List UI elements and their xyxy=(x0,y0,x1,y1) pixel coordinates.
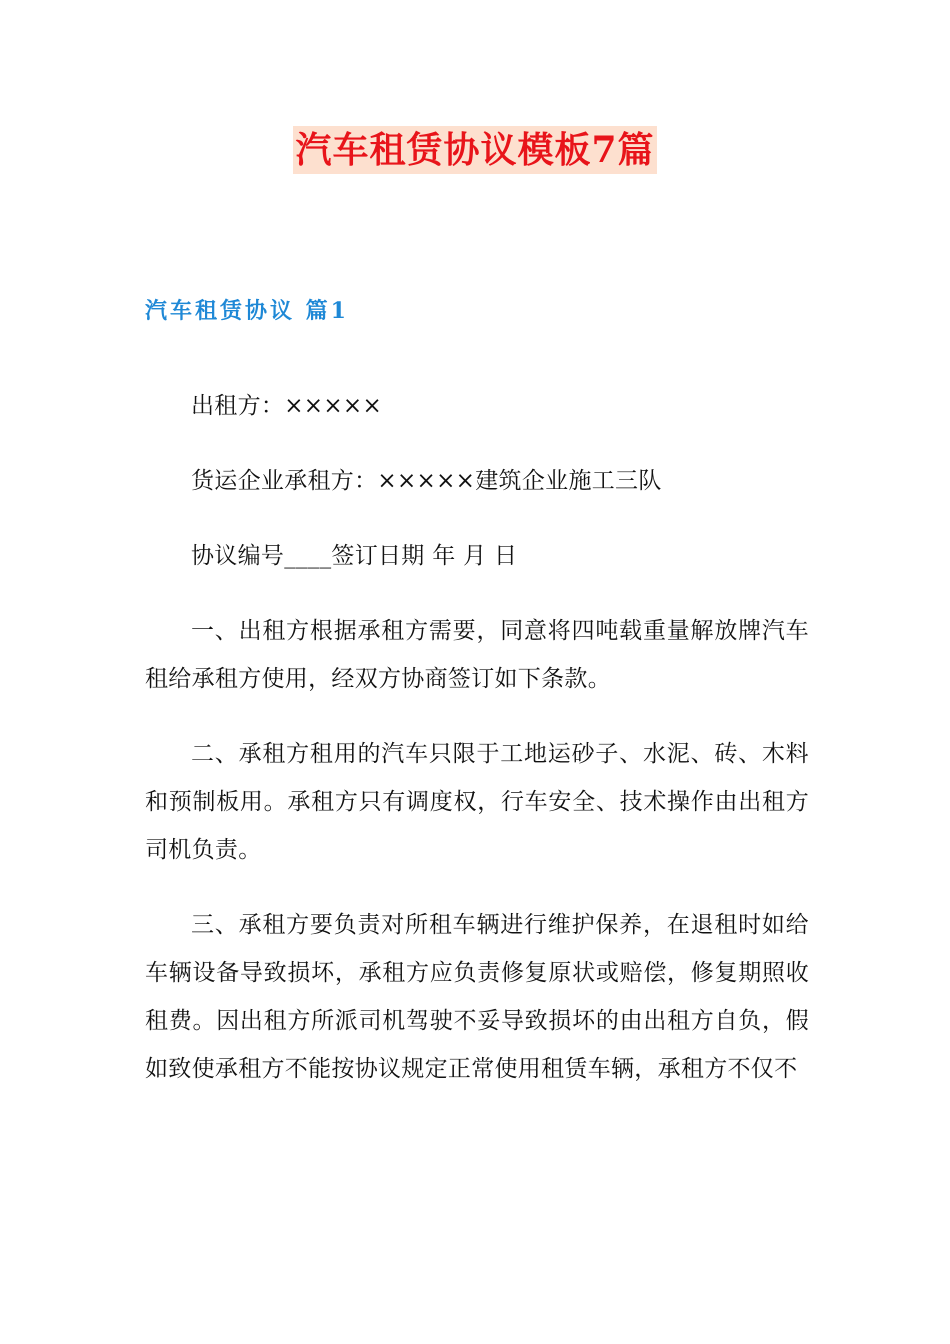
document-title-text: 汽车租赁协议模板7篇 xyxy=(293,126,656,174)
lessee-line: 货运企业承租方：×××××建筑企业施工三队 xyxy=(191,468,662,494)
clause-3: 三、承租方要负责对所租车辆进行维护保养，在退租时如给车辆设备导致损坏，承租方应负责修复原状或赔偿，修复期照收租费。因出租方所派司机驾驶不妥导致损坏的由出租方自负，假如致使承租方不能按协议规定正常使用租赁车辆，承租方不仅不 xyxy=(145,912,809,1082)
clause-1: 一、出租方根据承租方需要，同意将四吨载重量解放牌汽车租给承租方使用，经双方协商签订如下条款。 xyxy=(145,618,809,692)
clause-2: 二、承租方租用的汽车只限于工地运砂子、水泥、砖、木料和预制板用。承租方只有调度权，行车安全、技术操作由出租方司机负责。 xyxy=(145,741,809,863)
agreement-number-line: 协议编号____签订日期 年 月 日 xyxy=(191,543,518,569)
document-title xyxy=(0,126,950,175)
lessor-line: 出租方：××××× xyxy=(191,393,383,419)
document-body xyxy=(145,382,809,1120)
section-heading: 汽车租赁协议 篇1 xyxy=(145,298,349,324)
